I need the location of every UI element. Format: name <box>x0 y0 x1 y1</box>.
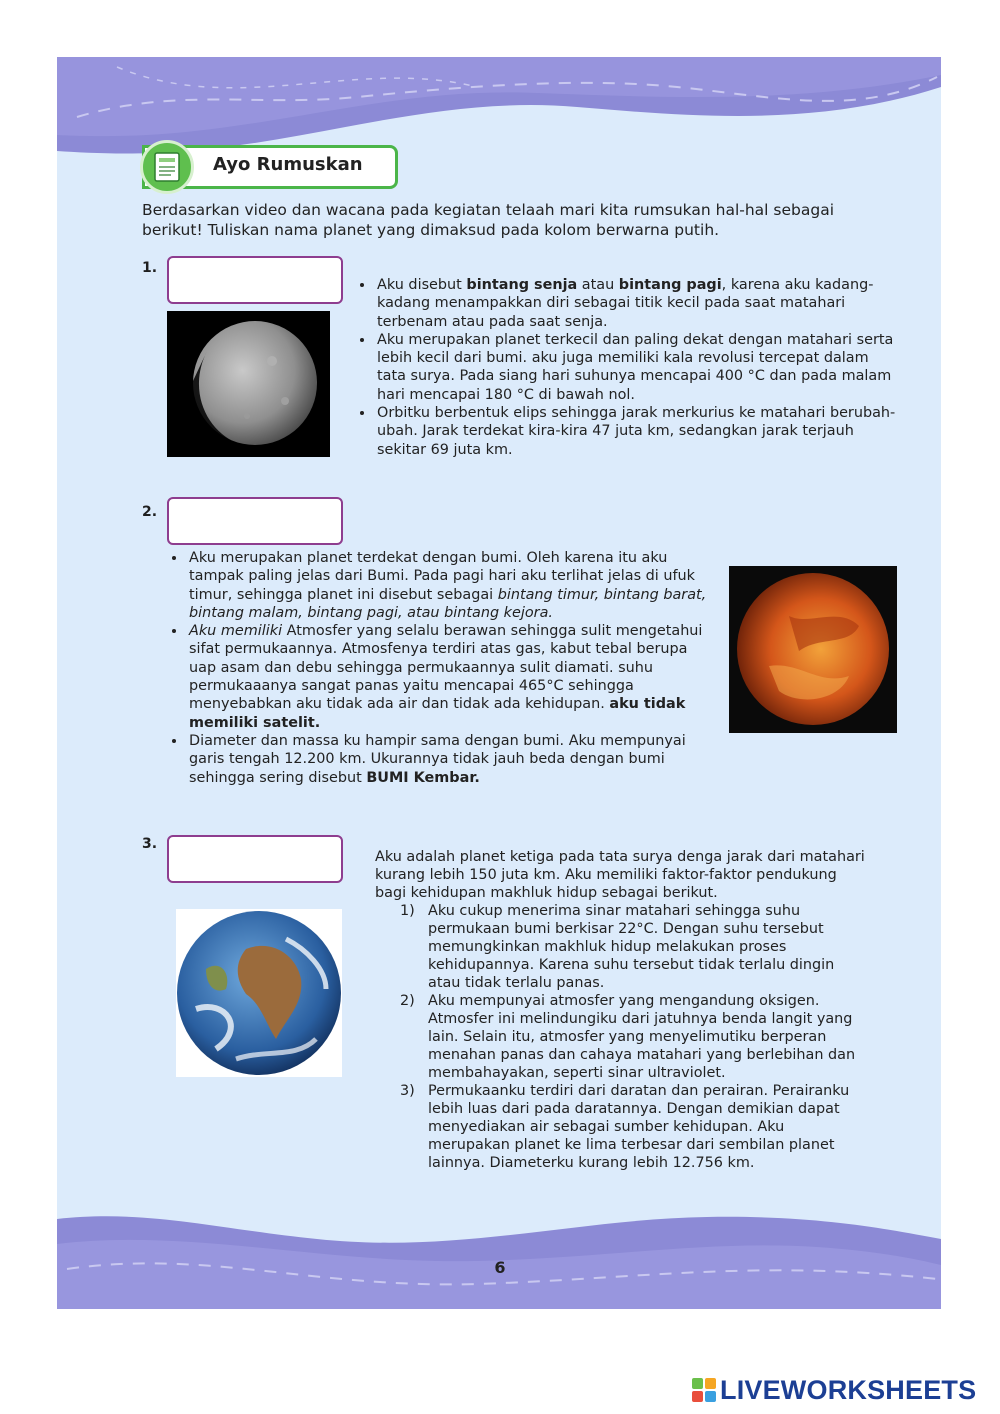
item-2-bullets <box>169 549 707 787</box>
list-item: • Aku merupakan planet terkecil dan paling dekat dengan matahari serta lebih kecil dari bumi. aku juga memiliki kala revolusi tercepat dalam tata surya. Pada siang hari suhunya mencapai 400 °C dan pada malam hari mencapai 180 °C di bawah nol. <box>375 331 897 404</box>
item-1-bullets <box>357 276 897 459</box>
section-title: Ayo Rumuskan <box>213 154 363 175</box>
list-item: • Aku merupakan planet terdekat dengan bumi. Oleh karena itu aku tampak paling jelas dari Bumi. Pada pagi hari aku terlihat jelas di ufuk timur, sehingga planet ini disebut sebagai bintang timur, bintang barat, bintang malam, bintang pagi, atau bintang kejora. <box>187 549 707 622</box>
list-item: 3) Permukaanku terdiri dari daratan dan perairan. Perairanku lebih luas dari pada daratannya. Dengan demikian dapat menyediakan air sebagai sumber kehidupan. Aku merupakan planet ke lima terbesar dari sembilan planet lainnya. Diameterku kurang lebih 12.756 km. <box>400 1083 850 1171</box>
item-3-description: Aku adalah planet ketiga pada tata surya denga jarak dari matahari kurang lebih 150 juta km. Aku memiliki faktor-faktor pendukung bagi kehidupan makhluk hidup sebagai berikut. <box>375 849 865 901</box>
list-item: 1) Aku cukup menerima sinar matahari sehingga suhu permukaan bumi berkisar 22°C. Dengan suhu tersebut memungkinkan makhluk hidup melakukan proses kehidupannya. Karena suhu tersebut tidak terlalu dingin atau tidak terlalu panas. <box>400 903 835 991</box>
item-number: 2. <box>142 504 158 520</box>
list-item: • Orbitku berbentuk elips sehingga jarak merkurius ke matahari berubah-ubah. Jarak terdekat kira-kira 47 juta km, sedangkan jarak terjauh sekitar 69 juta km. <box>375 404 897 459</box>
answer-box-1[interactable] <box>167 256 343 304</box>
brand-text: LIVEWORKSHEETS <box>720 1374 977 1405</box>
bottom-wave-decoration <box>57 1199 941 1309</box>
list-item: • Aku memiliki Atmosfer yang selalu berawan sehingga sulit mengetahui sifat permukaannya. Atmosfenya terdiri atas gas, kabut tebal berupa uap asam dan debu sehingga permukaannya sulit diamati. suhu permukaaanya sangat panas yaitu mencapai 465°C sehingga menyebabkan aku tidak ada air dan tidak ada kehidupan. aku tidak memiliki satelit. <box>187 622 707 732</box>
liveworksheets-icon <box>692 1378 716 1402</box>
mercury-image <box>167 311 330 457</box>
item-number: 1. <box>142 260 158 276</box>
earth-image <box>176 909 342 1077</box>
liveworksheets-logo <box>692 1374 976 1406</box>
list-item: • Diameter dan massa ku hampir sama dengan bumi. Aku mempunyai garis tengah 12.200 km. Ukurannya tidak jauh beda dengan bumi sehingga sering disebut BUMI Kembar. <box>187 732 707 787</box>
list-item: • Aku disebut bintang senja atau bintang pagi, karena aku kadang-kadang menampakkan diri sebagai titik kecil pada saat matahari terbenam atau pada saat senja. <box>375 276 897 331</box>
answer-box-2[interactable] <box>167 497 343 545</box>
instructions-text: Berdasarkan video dan wacana pada kegiatan telaah mari kita rumsukan hal-hal sebagai berikut! Tuliskan nama planet yang dimaksud pada kolom berwarna putih. <box>142 201 835 239</box>
venus-image <box>729 566 897 733</box>
answer-box-3[interactable] <box>167 835 343 883</box>
page-number: 6 <box>494 1258 506 1277</box>
item-3-points <box>400 902 860 1172</box>
item-number: 3. <box>142 836 158 852</box>
list-item: 2) Aku mempunyai atmosfer yang mengandung oksigen. Atmosfer ini melindungiku dari jatuhnya benda langit yang lain. Selain itu, atmosfer yang menyelimutiku berperan menahan panas dan cahaya matahari yang berlebihan dan membahayakan, seperti sinar ultraviolet. <box>400 993 856 1081</box>
notebook-icon <box>140 140 194 194</box>
